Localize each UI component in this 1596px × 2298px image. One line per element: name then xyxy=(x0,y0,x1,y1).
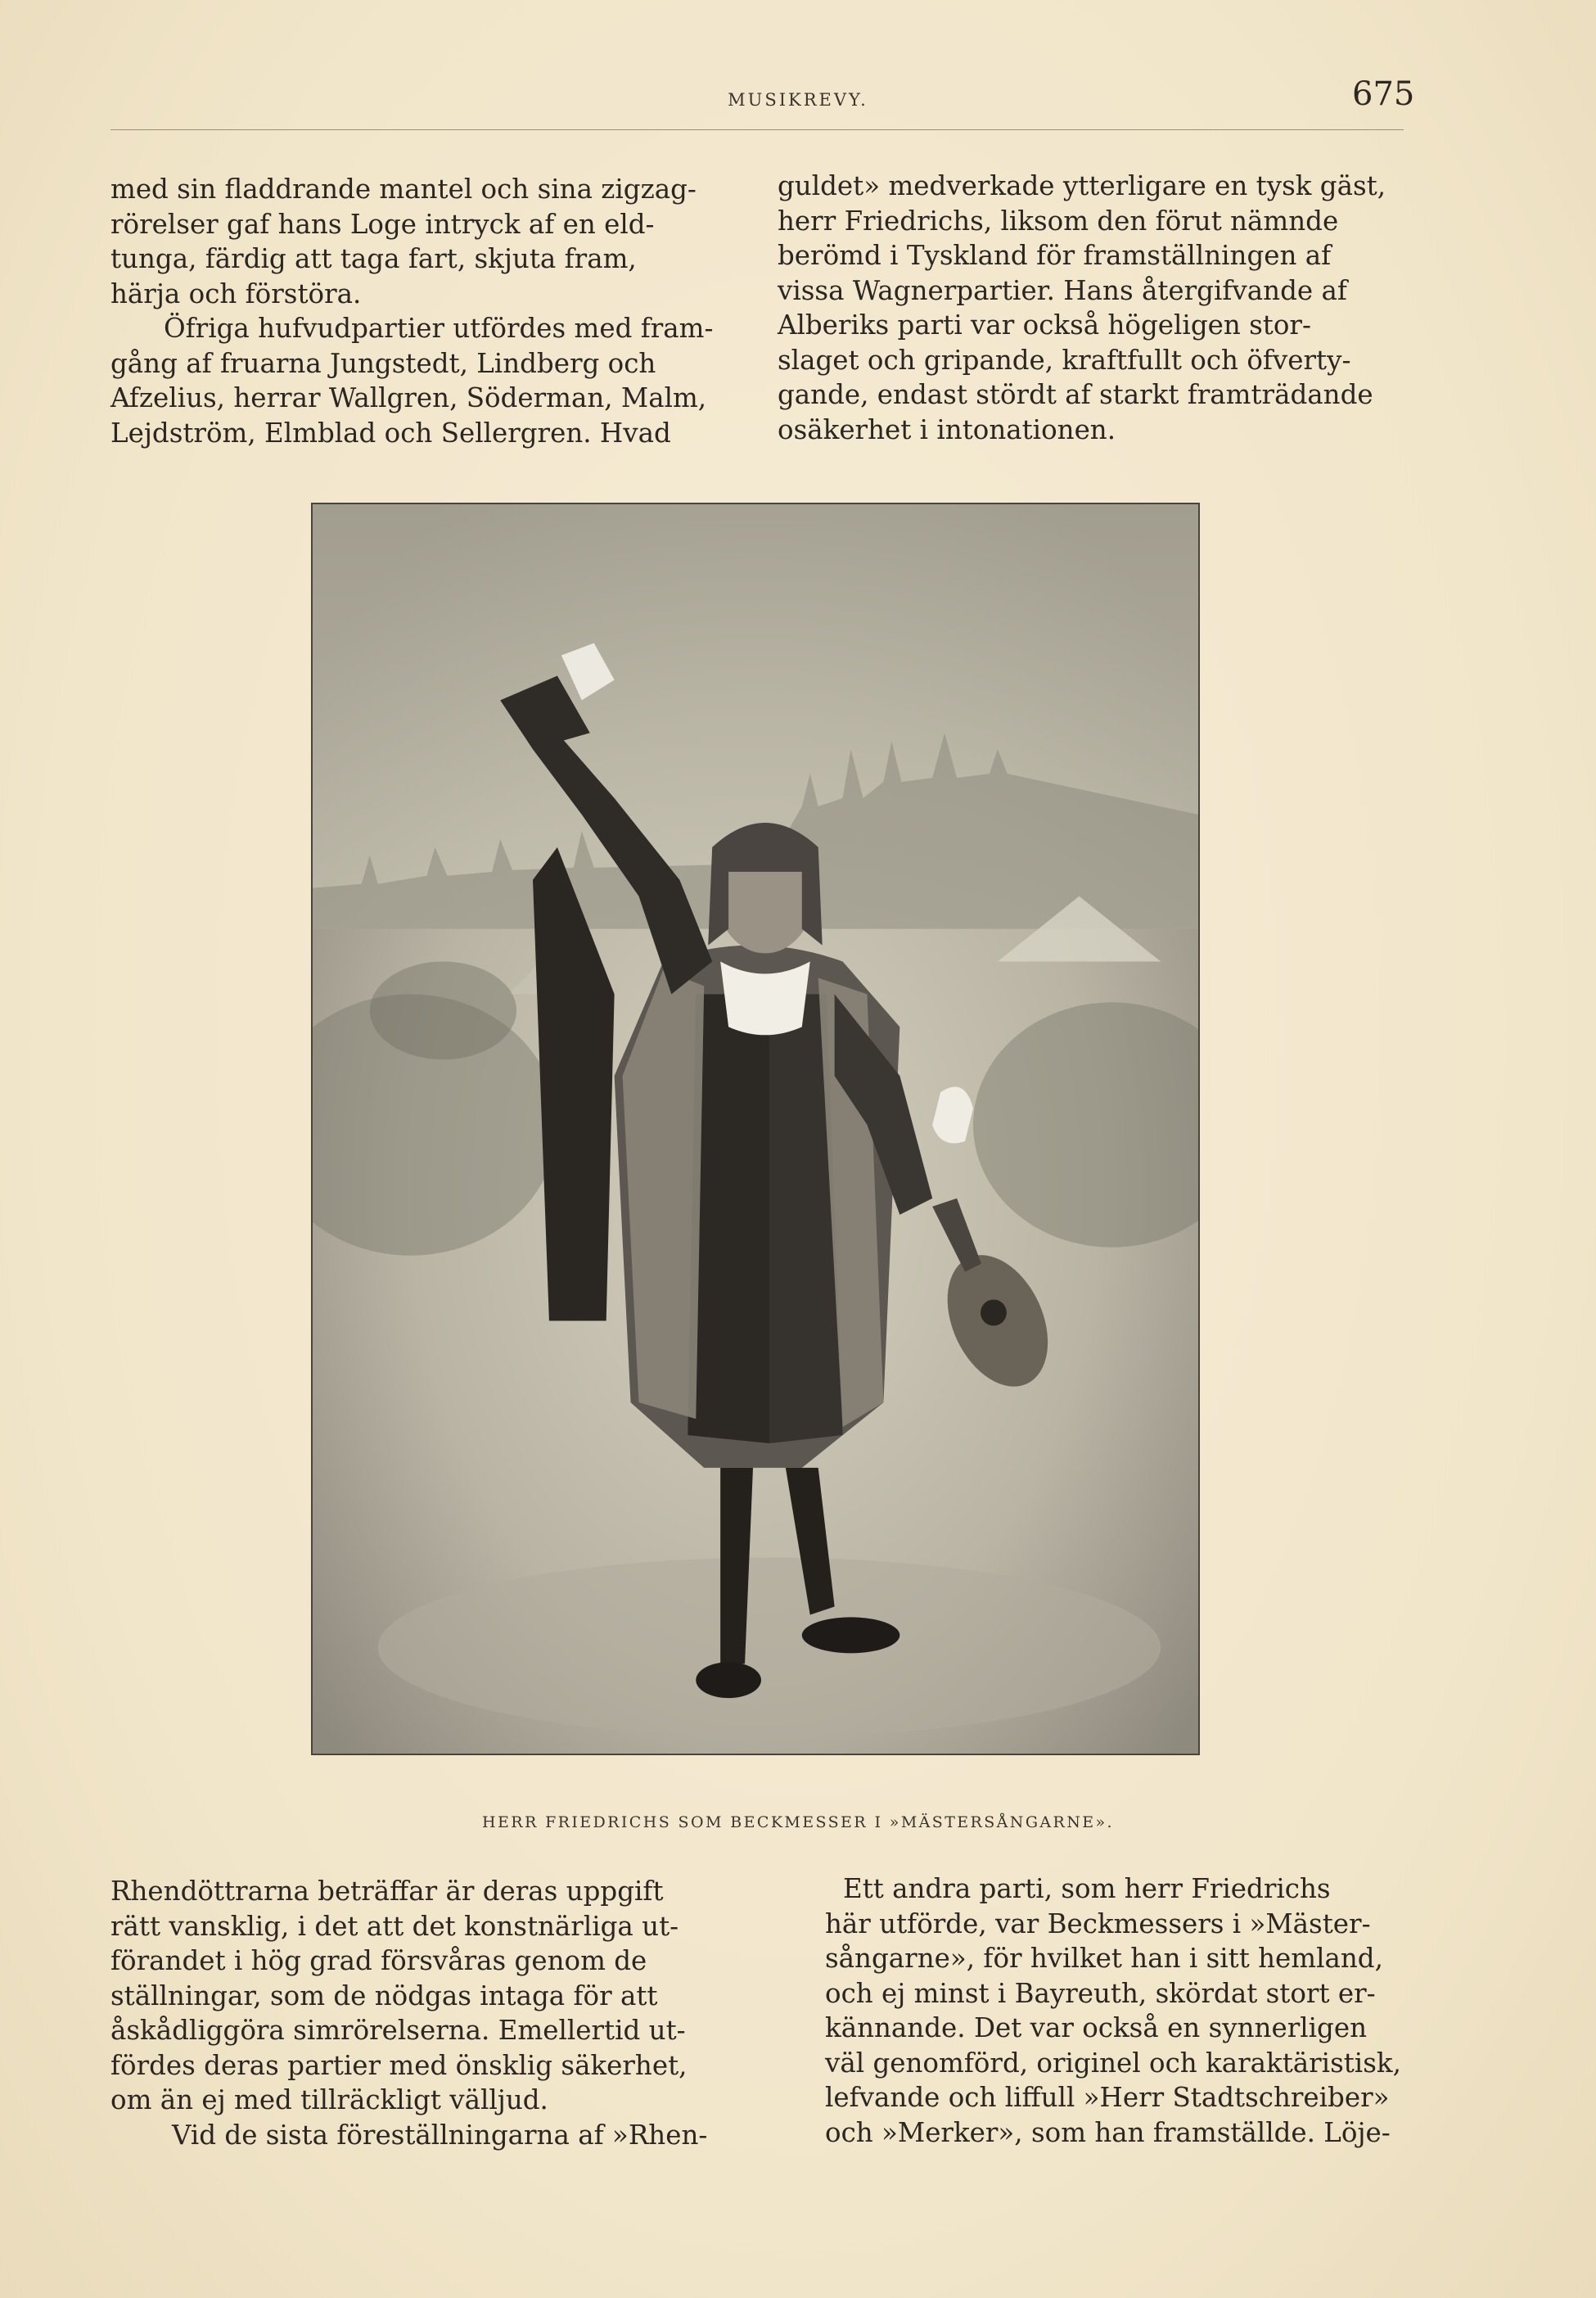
text-line: Vid de sista föreställningarna af »Rhen- xyxy=(172,2119,708,2151)
text-line: Lejdström, Elmblad och Sellergren. Hvad xyxy=(110,417,671,449)
text-line: vissa Wagnerpartier. Hans återgifvande af xyxy=(778,274,1347,306)
text-line: sångarne», för hvilket han i sitt hemland, xyxy=(825,1943,1383,1974)
text-line: här utförde, var Beckmessers i »Mäster- xyxy=(825,1907,1371,1939)
text-line: gande, endast stördt af starkt framträdande xyxy=(778,379,1373,410)
text-line: och ej minst i Bayreuth, skördat stort er- xyxy=(825,1977,1376,2009)
text-line: med sin fladdrande mantel och sina zigzag- xyxy=(110,174,697,205)
page-number: 675 xyxy=(1352,75,1415,113)
top-left-column xyxy=(110,172,741,450)
text-line: fördes deras partier med önsklig säkerhet, xyxy=(110,2049,688,2081)
photo-caption: HERR FRIEDRICHS SOM BECKMESSER I »MÄSTERSÅNGARNE». xyxy=(482,1813,1114,1831)
text-line: Ett andra parti, som herr Friedrichs xyxy=(843,1873,1331,1904)
text-line: Öfriga hufvudpartier utfördes med fram- xyxy=(164,313,714,344)
text-line: gång af fruarna Jungstedt, Lindberg och xyxy=(110,347,656,379)
text-line: lefvande och liffull »Herr Stadtschreiber» xyxy=(825,2082,1390,2113)
bottom-left-column xyxy=(110,1874,749,2152)
text-line: rörelser gaf hans Loge intryck af en eld- xyxy=(110,208,655,240)
text-line: härja och förstöra. xyxy=(110,278,362,309)
text-line: och »Merker», som han framställde. Löje- xyxy=(825,2116,1391,2148)
text-line: berömd i Tyskland för framställningen af xyxy=(778,240,1332,271)
bottom-right-column xyxy=(825,1871,1418,2150)
header-rule xyxy=(110,129,1404,130)
text-line: väl genomförd, originel och karaktäristisk, xyxy=(825,2047,1401,2079)
beckmesser-photo xyxy=(313,504,1198,1754)
text-line: rätt vansklig, i det att det konstnärliga ut- xyxy=(110,1910,679,1942)
text-line: tunga, färdig att taga fart, skjuta fram, xyxy=(110,243,637,274)
text-line: slaget och gripande, kraftfullt och öfverty- xyxy=(778,344,1351,376)
text-line: osäkerhet i intonationen. xyxy=(778,413,1116,445)
text-line: Afzelius, herrar Wallgren, Söderman, Malm, xyxy=(110,382,707,413)
text-line: åskådliggöra simrörelserna. Emellertid ut- xyxy=(110,2015,686,2046)
text-line: kännande. Det var också en synnerligen xyxy=(825,2012,1367,2043)
text-line: förandet i hög grad försvåras genom de xyxy=(110,1945,647,1976)
text-line: om än ej med tillräckligt välljud. xyxy=(110,2084,548,2115)
text-line: herr Friedrichs, liksom den förut nämnde xyxy=(778,205,1339,237)
text-line: Rhendöttrarna beträffar är deras uppgift xyxy=(110,1876,664,1907)
text-line: Alberiks parti var också högeligen stor- xyxy=(778,309,1311,341)
text-line: ställningar, som de nödgas intaga för att xyxy=(110,1980,658,2011)
running-header: MUSIKREVY. xyxy=(728,90,868,110)
text-line: guldet» medverkade ytterligare en tysk gäst, xyxy=(778,170,1386,201)
top-right-column xyxy=(778,169,1416,447)
photo-plate xyxy=(311,503,1200,1755)
